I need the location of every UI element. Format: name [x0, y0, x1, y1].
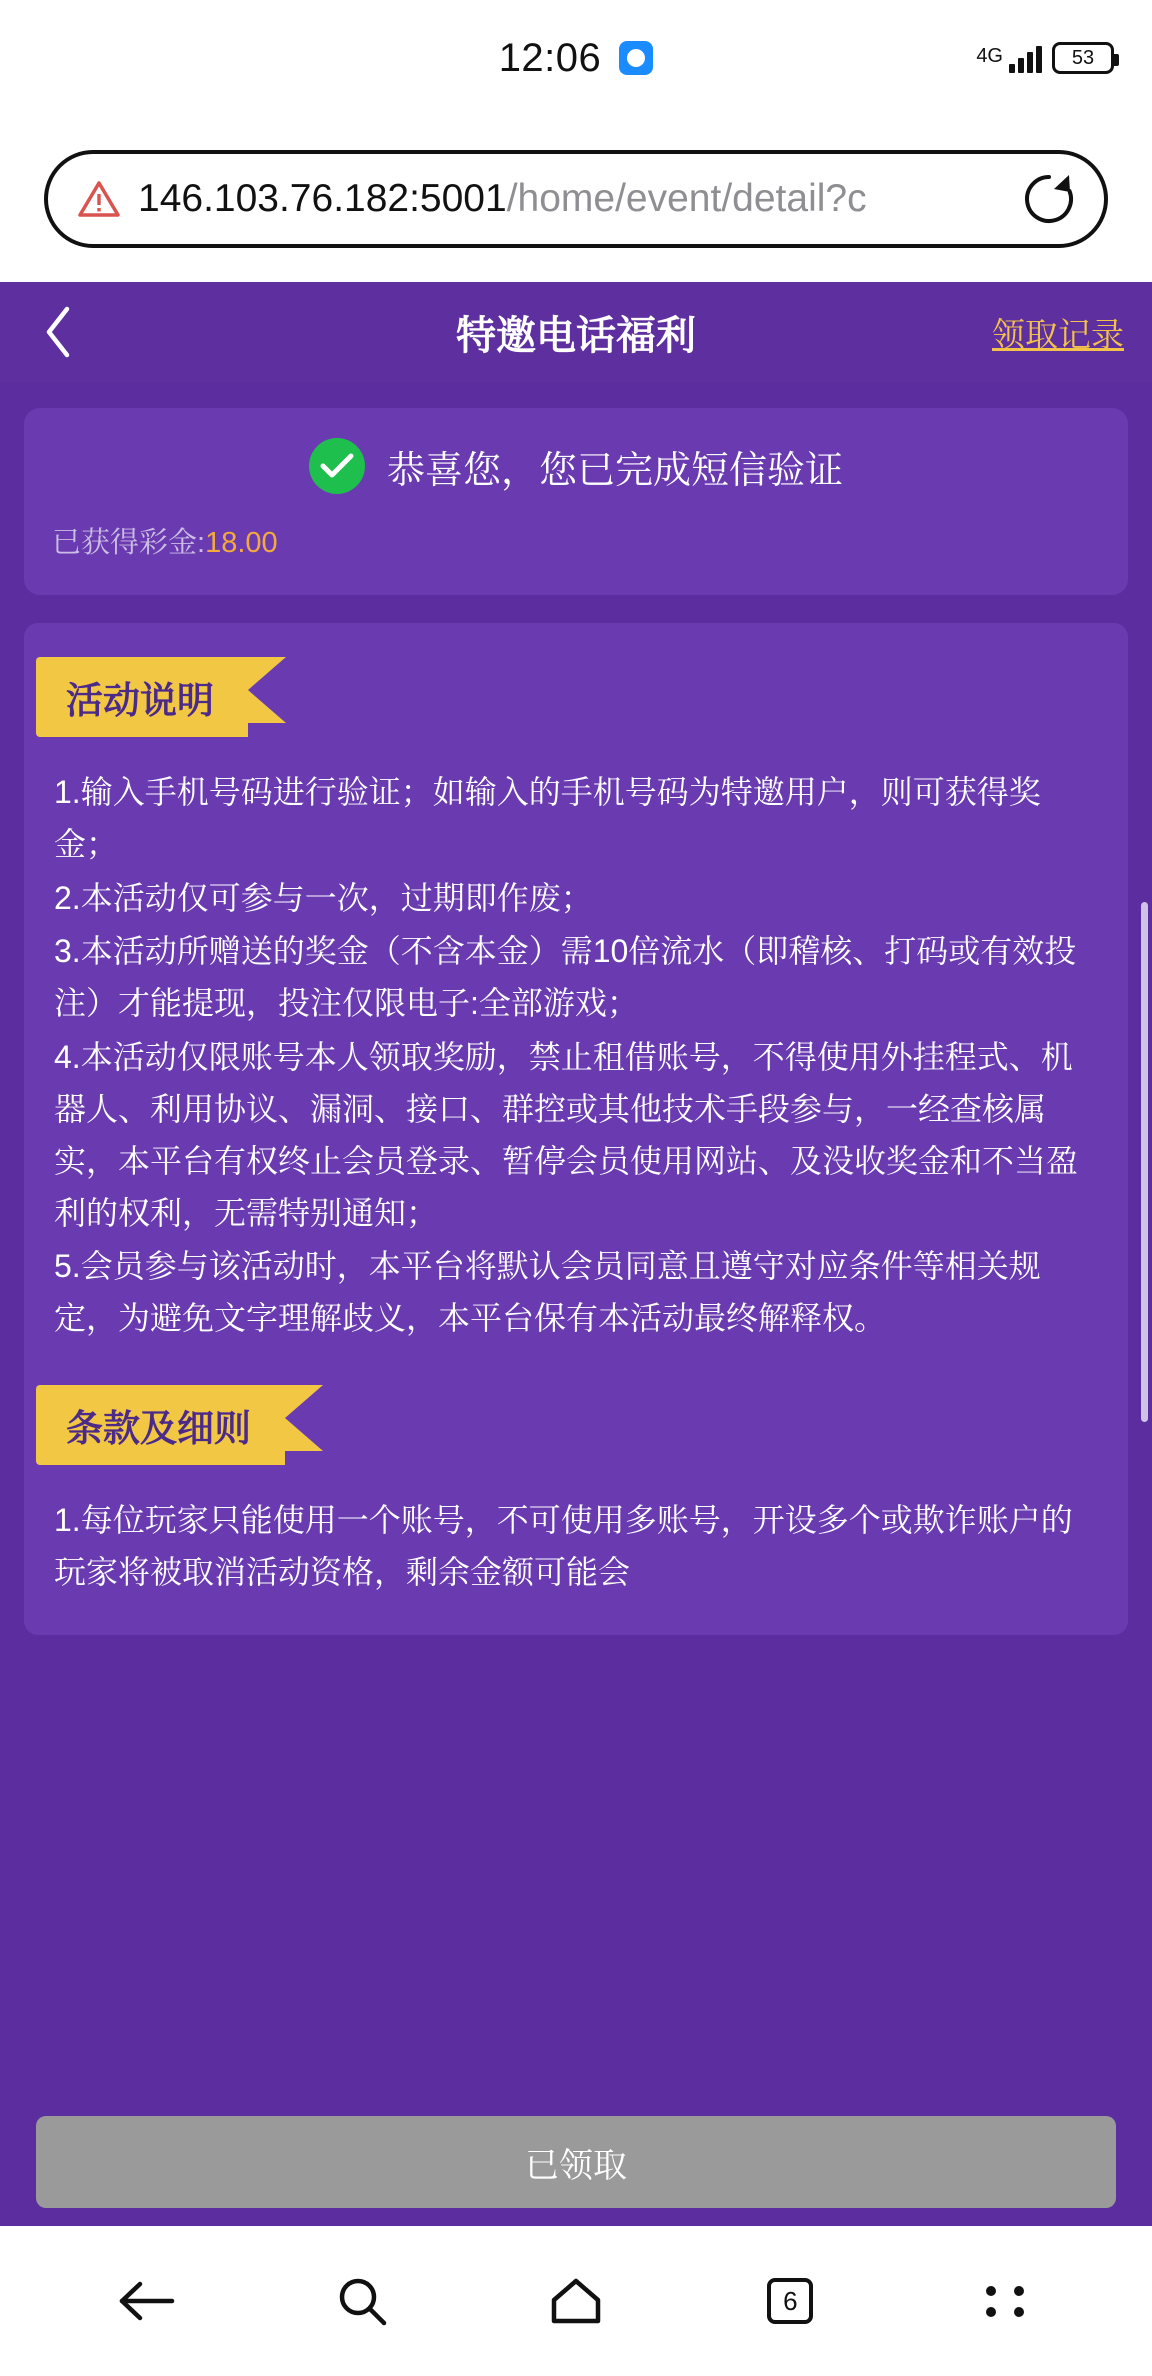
battery-level-label: 53 [1071, 47, 1095, 69]
scroll-area[interactable] [0, 382, 1152, 1635]
system-navigation-bar [0, 2226, 1152, 2376]
more-options-icon[interactable] [950, 2246, 1060, 2356]
web-page [0, 282, 1152, 2226]
rule-paragraph: 1.输入手机号码进行验证；如输入的手机号码为特邀用户，则可获得奖金； [54, 774, 1041, 862]
url-host: 146.103.76.182:5001 [138, 177, 507, 220]
more-options-dots [986, 2286, 1024, 2317]
verification-success-card [24, 408, 1128, 595]
section-divider [24, 1351, 1128, 1385]
rules-panel [24, 623, 1128, 1635]
status-right [976, 42, 1114, 74]
rule-paragraph: 3.本活动所赠送的奖金（不含本金）需10倍流水（即稽核、打码或有效投注）才能提现，投注仅限电子:全部游戏； [54, 933, 1077, 1022]
success-row [52, 438, 1100, 494]
bonus-amount: 18.00 [205, 527, 278, 559]
page-header [0, 282, 1152, 382]
records-link[interactable]: 领取记录 [992, 315, 1124, 353]
rule-paragraph: 1.每位玩家只能使用一个账号，不可使用多账号，开设多个或欺诈账户的玩家将被取消活动资格，剩余金额可能会 [54, 1502, 1073, 1590]
cta-bar [0, 2098, 1152, 2226]
address-bar[interactable] [44, 150, 1108, 248]
claim-button[interactable]: 已领取 [36, 2116, 1116, 2208]
status-bar [0, 0, 1152, 116]
url-text[interactable] [138, 177, 998, 221]
messenger-dot-icon [619, 41, 653, 75]
section-ribbon-terms: 条款及细则 [36, 1385, 285, 1465]
search-icon[interactable] [307, 2246, 417, 2356]
signal-strength-icon [1009, 43, 1042, 73]
reload-icon[interactable] [1016, 166, 1082, 232]
tabs-count: 6 [767, 2278, 813, 2324]
rule-paragraph: 2.本活动仅可参与一次，过期即作废； [54, 879, 593, 916]
check-circle-icon [309, 438, 365, 494]
insecure-warning-icon [78, 180, 120, 218]
tabs-icon[interactable] [735, 2246, 845, 2356]
home-icon[interactable] [521, 2246, 631, 2356]
activity-rules-text [24, 737, 1128, 1351]
browser-toolbar [0, 116, 1152, 282]
network-type-label: 4G [976, 45, 1003, 67]
back-chevron-icon[interactable] [28, 302, 88, 362]
terms-rules-text [24, 1465, 1128, 1605]
page-scrollbar[interactable] [1141, 902, 1148, 1422]
bonus-label: 已获得彩金: [52, 527, 206, 559]
bonus-line [52, 520, 1100, 561]
rule-paragraph: 4.本活动仅限账号本人领取奖励，禁止租借账号，不得使用外挂程式、机器人、利用协议、漏洞、接口、群控或其他技术手段参与，一经查核属实，本平台有权终止会员登录、暂停会员使用网站、及没收奖金和不当盈利的权利，无需特别通知； [54, 1039, 1079, 1231]
section-ribbon-activity: 活动说明 [36, 657, 248, 737]
success-message: 恭喜您，您已完成短信验证 [386, 449, 843, 492]
page-content [0, 382, 1152, 2226]
status-center [499, 36, 654, 81]
arrow-back-icon[interactable] [92, 2246, 202, 2356]
url-path: /home/event/detail?c [506, 177, 867, 220]
page-title: 特邀电话福利 [456, 313, 696, 358]
battery-icon [1052, 42, 1114, 74]
status-time: 12:06 [498, 35, 602, 80]
rule-paragraph: 5.会员参与该活动时，本平台将默认会员同意且遵守对应条件等相关规定，为避免文字理解歧义，本平台保有本活动最终解释权。 [54, 1248, 1041, 1337]
